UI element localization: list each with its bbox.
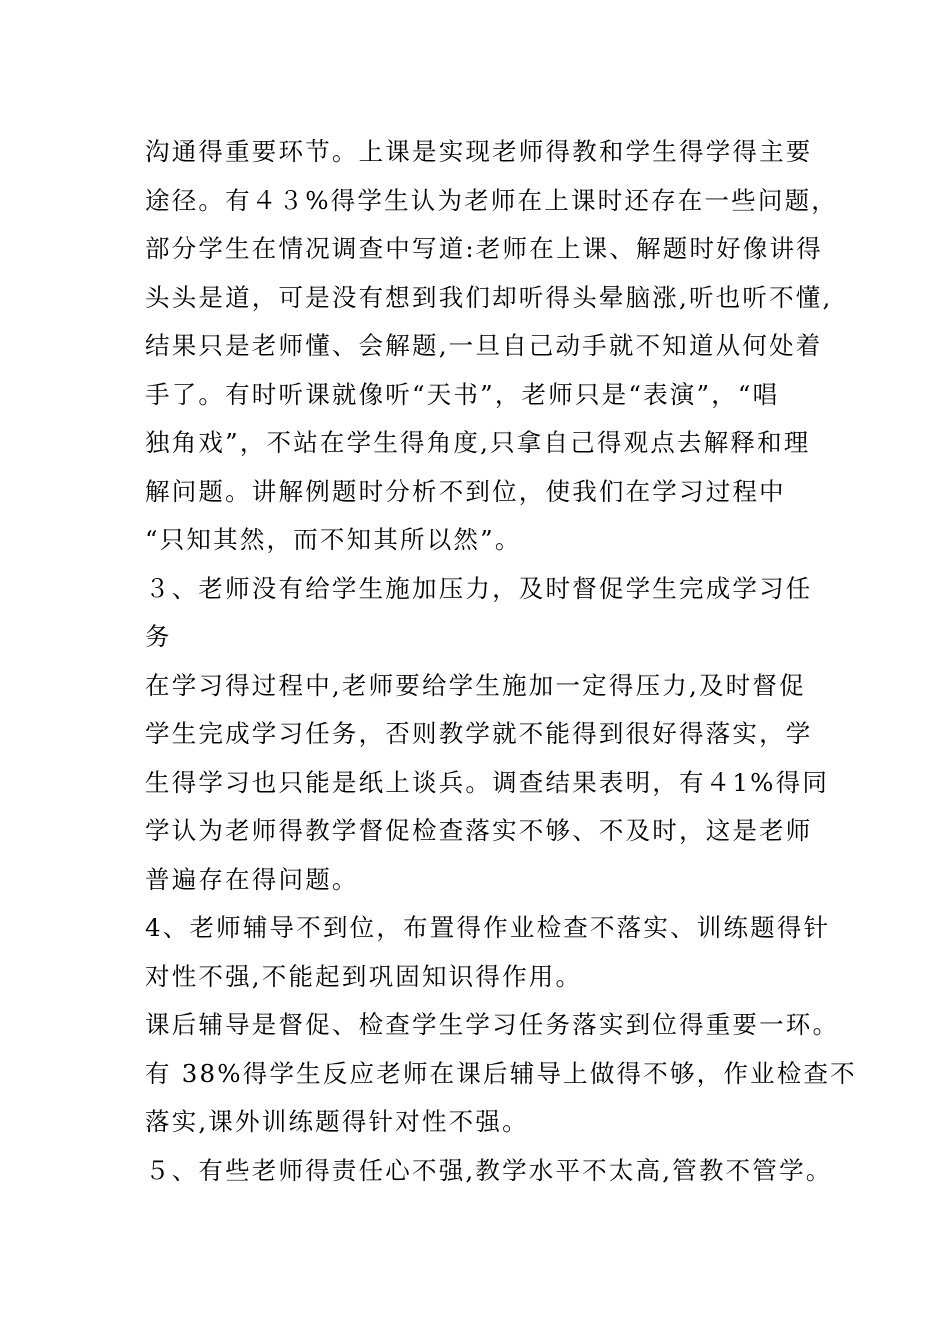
text-line: 学生完成学习任务，否则教学就不能得到很好得落实，学: [145, 719, 813, 748]
text-line: 途径。有４３%得学生认为老师在上课时还存在一些问题，: [145, 185, 838, 215]
text-line: 普遍存在得问题。: [145, 864, 359, 894]
text-line: 有 38%得学生反应老师在课后辅导上做得不够，作业检查不: [145, 1058, 857, 1088]
document-body: [145, 128, 857, 1195]
text-line: 生得学习也只能是纸上谈兵。调查结果表明，有４1%得同: [145, 767, 830, 797]
section-heading-3: ３、老师没有给学生施加压力，及时督促学生完成学习任: [145, 573, 813, 603]
section-heading-4-cont: 对性不强,不能起到巩固知识得作用。: [145, 961, 583, 991]
text-line: “只知其然，而不知其所以然”。: [145, 525, 522, 554]
text-line: 学认为老师得教学督促检查落实不够、不及时，这是老师: [145, 816, 813, 845]
section-heading-3-cont: 务: [145, 622, 172, 651]
text-line: 手了。有时听课就像听“天书”，老师只是“表演”，“唱: [145, 379, 780, 409]
section-heading-5: ５、有些老师得责任心不强,教学水平不太高,管教不管学。: [145, 1155, 833, 1185]
text-line: 头头是道，可是没有想到我们却听得头晕脑涨,听也听不懂,: [145, 282, 833, 312]
section-heading-4: 4、老师辅导不到位，布置得作业检查不落实、训练题得针: [145, 913, 831, 942]
text-line: 解问题。讲解例题时分析不到位，使我们在学习过程中: [145, 476, 786, 506]
text-line: 课后辅导是督促、检查学生学习任务落实到位得重要一环。: [145, 1010, 840, 1039]
text-line: 部分学生在情况调查中写道:老师在上课、解题时好像讲得: [145, 234, 823, 263]
text-line: 沟通得重要环节。上课是实现老师得教和学生得学得主要: [145, 137, 813, 166]
text-line: 结果只是老师懂、会解题,一旦自己动手就不知道从何处着: [145, 331, 823, 360]
text-line: 独角戏”，不站在学生得角度,只拿自己得观点去解释和理: [145, 428, 811, 457]
text-line: 在学习得过程中,老师要给学生施加一定得压力,及时督促: [145, 670, 806, 700]
text-line: 落实,课外训练题得针对性不强。: [145, 1107, 529, 1136]
